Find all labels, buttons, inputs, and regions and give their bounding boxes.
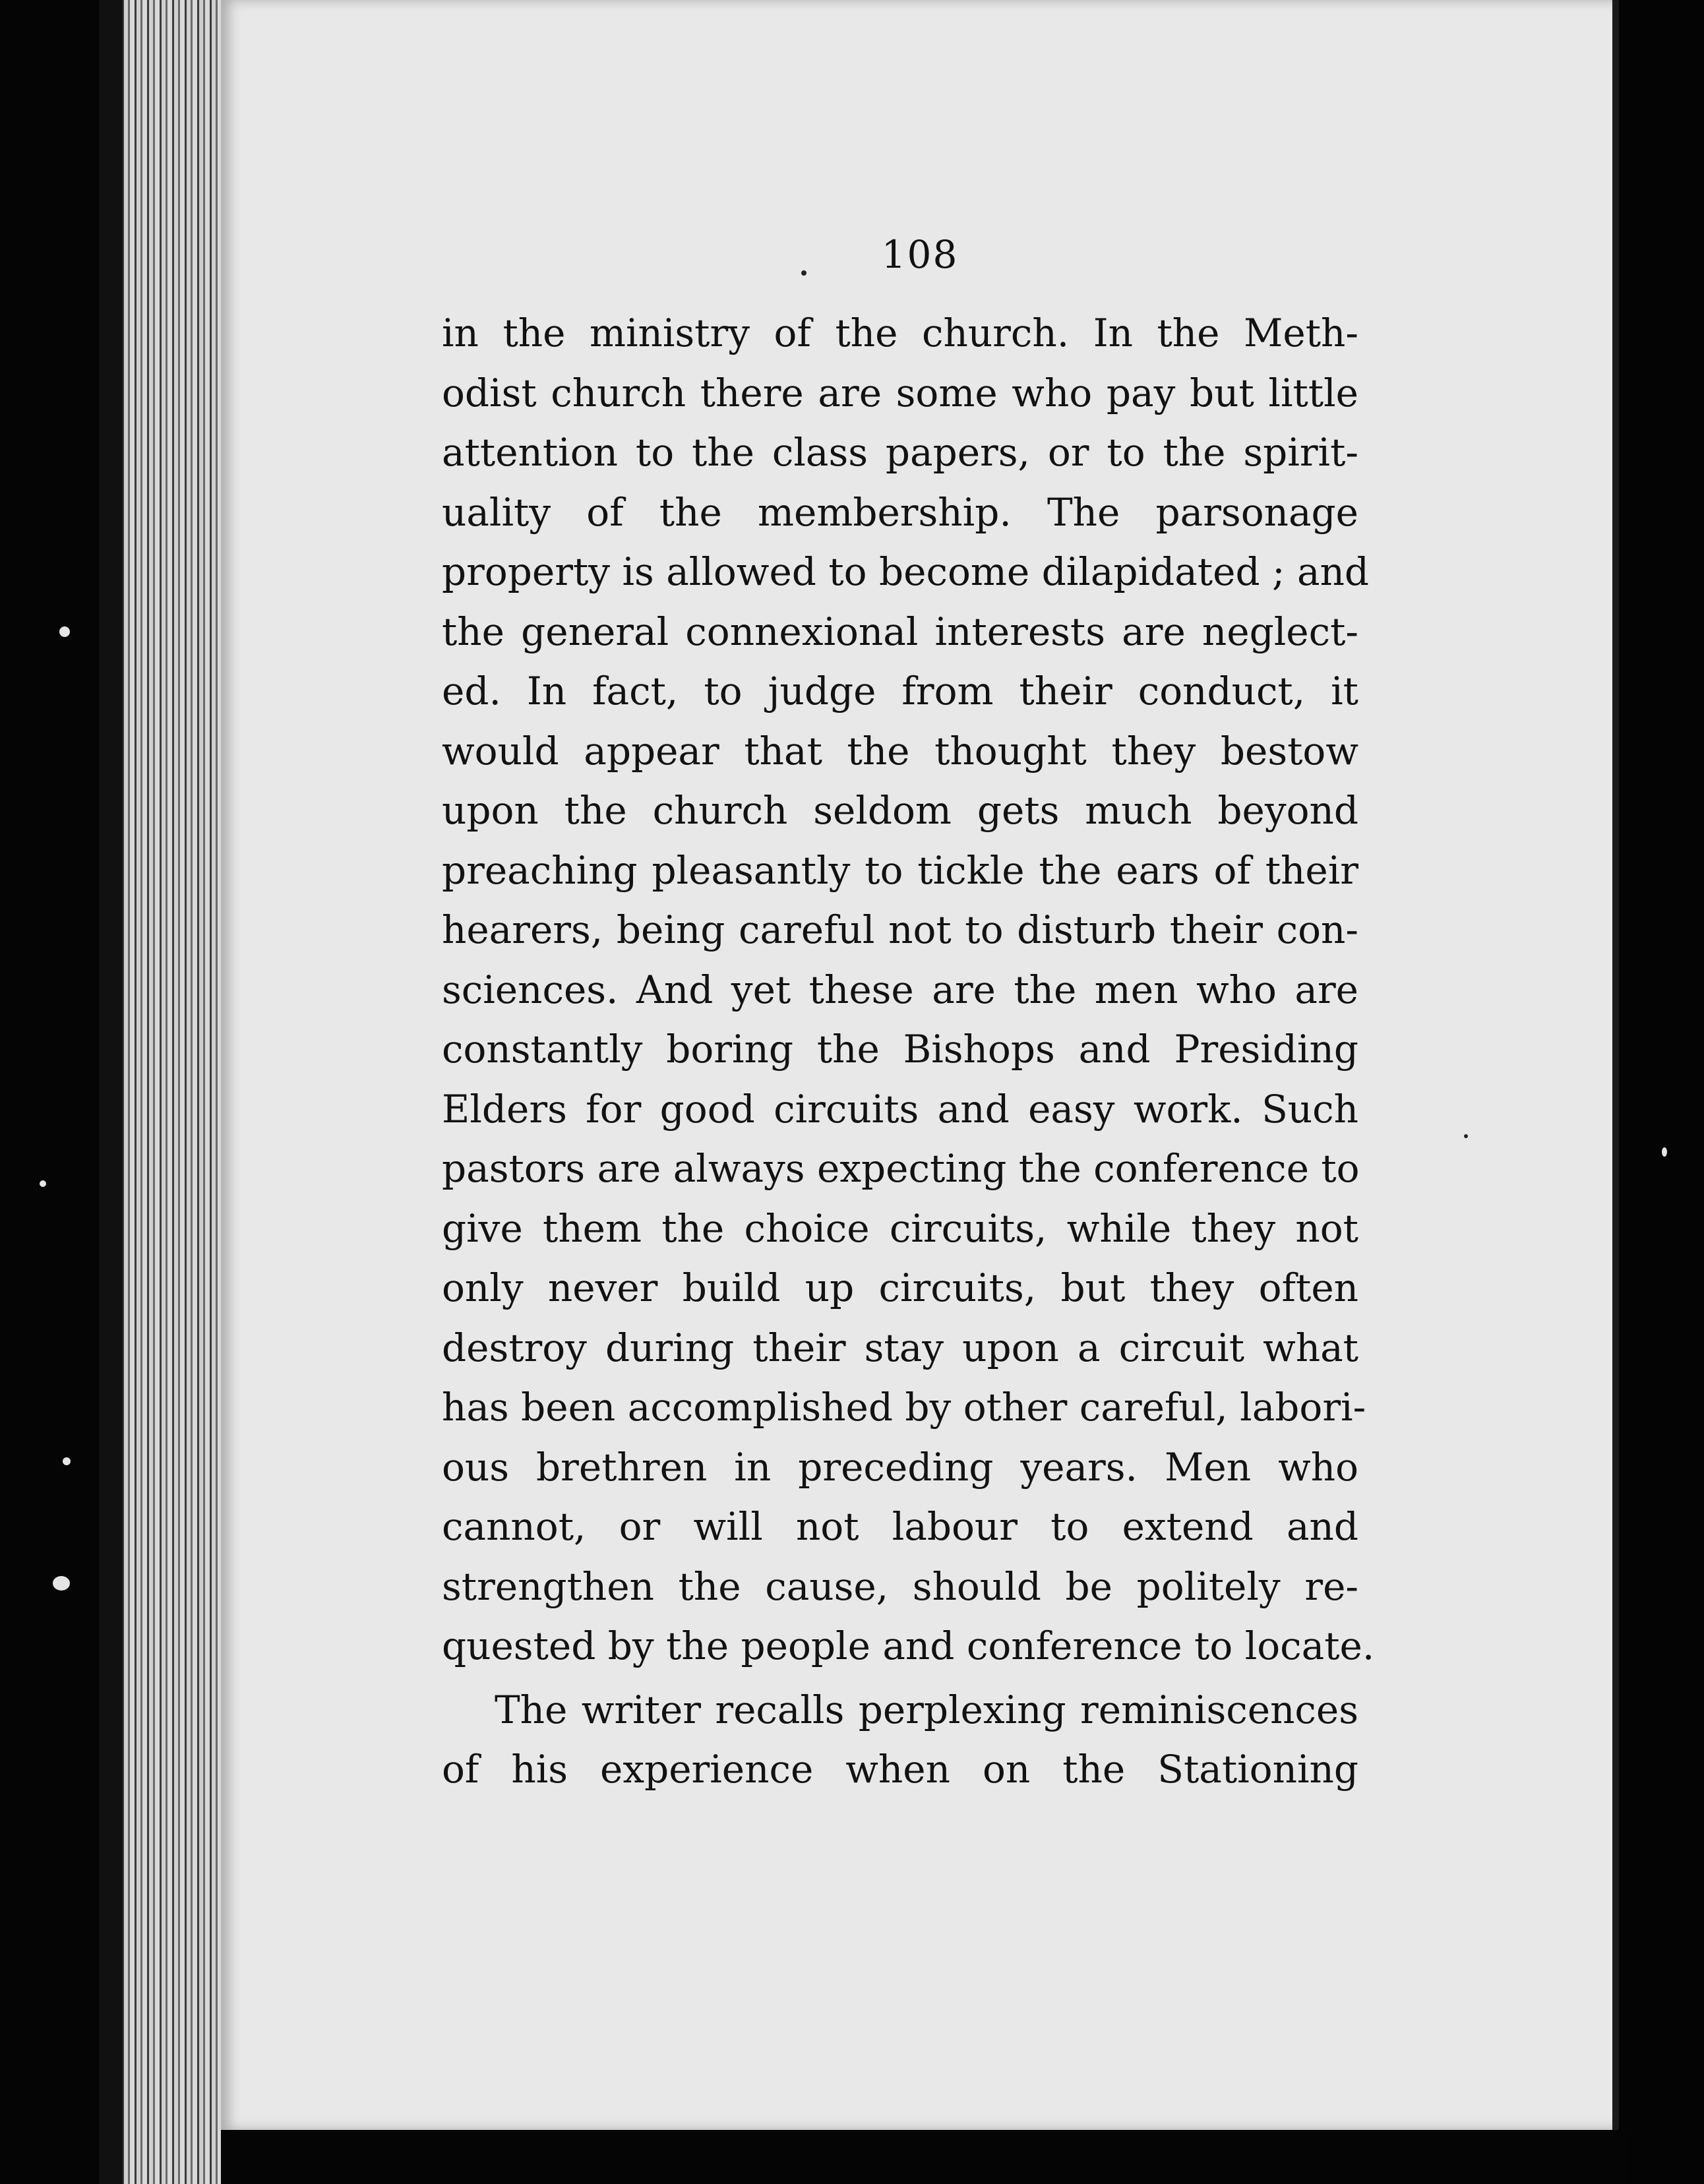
text-line: property is allowed to become dilapidated ; and <box>442 549 1370 594</box>
binding-gutter <box>99 0 123 2184</box>
text-line: give them the choice circuits, while they not <box>442 1205 1358 1251</box>
text-line: preaching pleasantly to tickle the ears of their <box>442 847 1358 893</box>
text-line: strengthen the cause, should be politely re- <box>442 1563 1358 1609</box>
text-line: the general connexional interests are neglect- <box>442 609 1358 654</box>
text-line: uality of the membership. The parsonage <box>442 489 1358 535</box>
book-page <box>221 0 1619 2130</box>
scan-speck <box>1662 1147 1667 1157</box>
scan-speck <box>1464 1134 1468 1138</box>
text-line: in the ministry of the church. In the Meth- <box>442 311 1358 355</box>
text-line: destroy during their stay upon a circuit what <box>442 1325 1358 1370</box>
scan-speck <box>40 1180 46 1187</box>
text-line: would appear that the thought they bestow <box>442 728 1358 774</box>
text-line: pastors are always expecting the conference to <box>442 1146 1360 1191</box>
scan-speck <box>53 1576 70 1591</box>
scan-speck <box>59 626 70 637</box>
bottom-dark-border <box>221 2130 1626 2184</box>
book-binding-shadow <box>0 0 99 2184</box>
text-line: of his experience when on the Stationing <box>442 1747 1358 1792</box>
text-line: has been accomplished by other careful, labori- <box>442 1385 1366 1430</box>
text-line: constantly boring the Bishops and Presiding <box>442 1027 1358 1072</box>
text-line: ous brethren in preceding years. Men who <box>442 1444 1358 1490</box>
scan-speck <box>63 1457 71 1465</box>
text-line: cannot, or will not labour to extend and <box>442 1504 1358 1549</box>
scan-speck <box>801 270 806 276</box>
text-line: hearers, being careful not to disturb their con- <box>442 907 1358 952</box>
text-line: only never build up circuits, but they often <box>442 1265 1358 1310</box>
text-line: ed. In fact, to judge from their conduct, it <box>442 669 1358 713</box>
text-line: sciences. And yet these are the men who are <box>442 967 1358 1012</box>
page-number: 108 <box>881 232 959 277</box>
text-line: The writer recalls perplexing reminiscences <box>495 1687 1358 1732</box>
text-line: odist church there are some who pay but little <box>442 370 1358 415</box>
text-line: quested by the people and conference to locate. <box>442 1623 1375 1668</box>
text-line: upon the church seldom gets much beyond <box>442 788 1358 833</box>
page-body-text <box>442 303 1375 1800</box>
right-dark-border <box>1619 0 1704 2184</box>
text-line: Elders for good circuits and easy work. Such <box>442 1086 1358 1132</box>
text-line: attention to the class papers, or to the spirit- <box>442 430 1358 475</box>
